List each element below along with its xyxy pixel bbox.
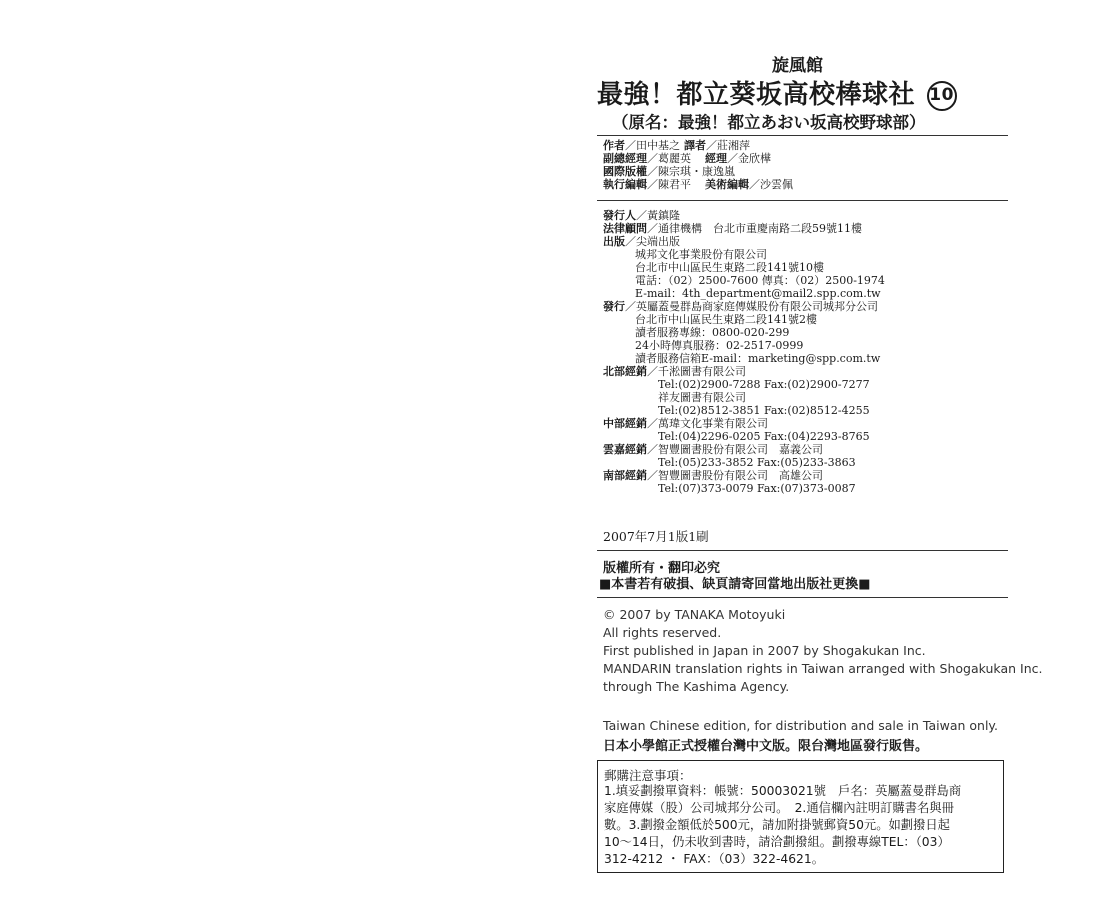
credit-row (603, 165, 1003, 178)
copyright-line: First published in Japan in 2007 by Shogakukan Inc. (603, 643, 926, 658)
divider-rights (597, 597, 1008, 598)
publishing-text: ／尖端出版 (625, 235, 680, 248)
credit-value: ／葛麗英 (647, 152, 691, 165)
credit-value: ／沙雲佩 (749, 178, 793, 191)
credit-label: 副總經理 (603, 152, 647, 165)
publishing-line (603, 469, 1008, 482)
imprint-name: 旋風館 (772, 56, 823, 76)
distribution-chinese: 日本小學館正式授權台灣中文版。限台灣地區發行販售。 (603, 739, 929, 754)
publishing-line (603, 404, 1008, 417)
publishing-line (603, 274, 1008, 287)
divider-top (597, 135, 1008, 136)
credit-value: ／陳君平 (647, 178, 691, 191)
divider-credits (597, 200, 1008, 201)
copyright-line: through The Kashima Agency. (603, 679, 790, 694)
publishing-text: ／英屬蓋曼群島商家庭傳媒股份有限公司城邦分公司 (625, 300, 878, 313)
publishing-line (603, 222, 1008, 235)
publishing-text: 24小時傳真服務：02-2517-0999 (635, 339, 804, 352)
english-copyright-block (603, 606, 1042, 696)
publishing-text: Tel:(07)373-0079 Fax:(07)373-0087 (658, 482, 856, 495)
publishing-text: Tel:(04)2296-0205 Fax:(04)2293-8765 (658, 430, 870, 443)
publishing-label: 出版 (603, 235, 625, 248)
publishing-line (603, 261, 1008, 274)
publishing-text: ／千淞圖書有限公司 (647, 365, 746, 378)
publishing-line (603, 365, 1008, 378)
publishing-text: 讀者服務信箱E-mail：marketing@spp.com.tw (635, 352, 881, 365)
publishing-line (603, 287, 1008, 300)
original-title: （原名：最強！都立あおい坂高校野球部） (612, 113, 926, 132)
publishing-text: 電話：（02）2500-7600 傳真：（02）2500-1974 (635, 274, 885, 287)
credit-value: ／田中基之 (625, 139, 680, 152)
mail-order-notice-box (597, 760, 1004, 873)
edition-line: 2007年7月1版1刷 (603, 529, 709, 544)
publishing-line (603, 430, 1008, 443)
publishing-label: 法律顧問 (603, 222, 647, 235)
credit-value: ／莊湘萍 (706, 139, 750, 152)
credit-label: 作者 (603, 139, 625, 152)
publishing-line (603, 235, 1008, 248)
notice-line: 312-4212 ・ FAX：（03）322-4621。 (604, 852, 824, 866)
publishing-label: 發行人 (603, 209, 636, 222)
book-title-text: 最強！都立葵坂高校棒球社 (597, 80, 916, 110)
notice-line: 家庭傳媒（股）公司城邦分公司。 2.通信欄內註明訂購書名與冊 (604, 801, 954, 815)
publishing-text: Tel:(02)8512-3851 Fax:(02)8512-4255 (658, 404, 870, 417)
publishing-text: 台北市中山區民生東路二段141號2樓 (635, 313, 817, 326)
publishing-line (603, 391, 1008, 404)
rights-line-2: ■本書若有破損、缺頁請寄回當地出版社更換■ (599, 577, 871, 592)
publishing-text: Tel:(05)233-3852 Fax:(05)233-3863 (658, 456, 856, 469)
credits-block (603, 139, 1003, 191)
credit-label: 國際版權 (603, 165, 647, 178)
notice-line: 10～14日，仍未收到書時，請洽劃撥組。劃撥專線TEL：（03） (604, 835, 950, 849)
publishing-label: 南部經銷 (603, 469, 647, 482)
publishing-text: ／通律機構 台北市重慶南路二段59號11樓 (647, 222, 862, 235)
publishing-line (603, 248, 1008, 261)
publishing-text: 祥友圖書有限公司 (658, 391, 746, 404)
publishing-line (603, 378, 1008, 391)
rights-line-1: 版權所有・翻印必究 (603, 561, 721, 576)
credit-label: 執行編輯 (603, 178, 647, 191)
publishing-line (603, 417, 1008, 430)
volume-number-badge (927, 81, 957, 111)
publishing-line (603, 313, 1008, 326)
publishing-label: 中部經銷 (603, 417, 647, 430)
publishing-line (603, 443, 1008, 456)
volume-number: 10 (929, 85, 954, 105)
notice-lines (604, 783, 961, 868)
divider-edition (597, 550, 1008, 551)
copyright-line: © 2007 by TANAKA Motoyuki (603, 607, 786, 622)
publishing-label: 雲嘉經銷 (603, 443, 647, 456)
credit-row (603, 178, 1003, 191)
publishing-line (603, 326, 1008, 339)
notice-line: 數。3.劃撥金額低於500元，請加附掛號郵資50元。如劃撥日起 (604, 818, 950, 832)
publishing-text: 城邦文化事業股份有限公司 (635, 248, 767, 261)
publishing-text: 讀者服務專線：0800-020-299 (635, 326, 790, 339)
distribution-english: Taiwan Chinese edition, for distribution and sale in Taiwan only. (603, 718, 999, 733)
notice-line: 1.填妥劃撥單資料：帳號：50003021號 戶名：英屬蓋曼群島商 (604, 784, 962, 798)
publishing-text: Tel:(02)2900-7288 Fax:(02)2900-7277 (658, 378, 870, 391)
credit-row (603, 152, 1003, 165)
publishing-line (603, 339, 1008, 352)
publishing-text: ／萬瑋文化事業有限公司 (647, 417, 768, 430)
publishing-line (603, 456, 1008, 469)
book-title (597, 74, 957, 111)
publishing-line (603, 209, 1008, 222)
credit-value: ／金欣樺 (727, 152, 771, 165)
credit-label: 美術編輯 (705, 178, 749, 191)
publishing-block (603, 209, 1008, 495)
copyright-line: MANDARIN translation rights in Taiwan arranged with Shogakukan Inc. (603, 661, 1043, 676)
publishing-text: E-mail：4th_department@mail2.spp.com.tw (635, 287, 881, 300)
publishing-line (603, 482, 1008, 495)
credit-value: ／陳宗琪・康逸嵐 (647, 165, 735, 178)
publishing-line (603, 300, 1008, 313)
publishing-text: ／智豐圖書股份有限公司 高雄公司 (647, 469, 823, 482)
publishing-text: 台北市中山區民生東路二段141號10樓 (635, 261, 824, 274)
credit-row (603, 139, 1003, 152)
notice-title: 郵購注意事項： (604, 768, 692, 783)
credit-label: 經理 (705, 152, 727, 165)
publishing-text: ／智豐圖書股份有限公司 嘉義公司 (647, 443, 823, 456)
publishing-label: 發行 (603, 300, 625, 313)
copyright-line: All rights reserved. (603, 625, 722, 640)
publishing-line (603, 352, 1008, 365)
publishing-label: 北部經銷 (603, 365, 647, 378)
credit-label: 譯者 (684, 139, 706, 152)
publishing-text: ／黃鎮隆 (636, 209, 680, 222)
